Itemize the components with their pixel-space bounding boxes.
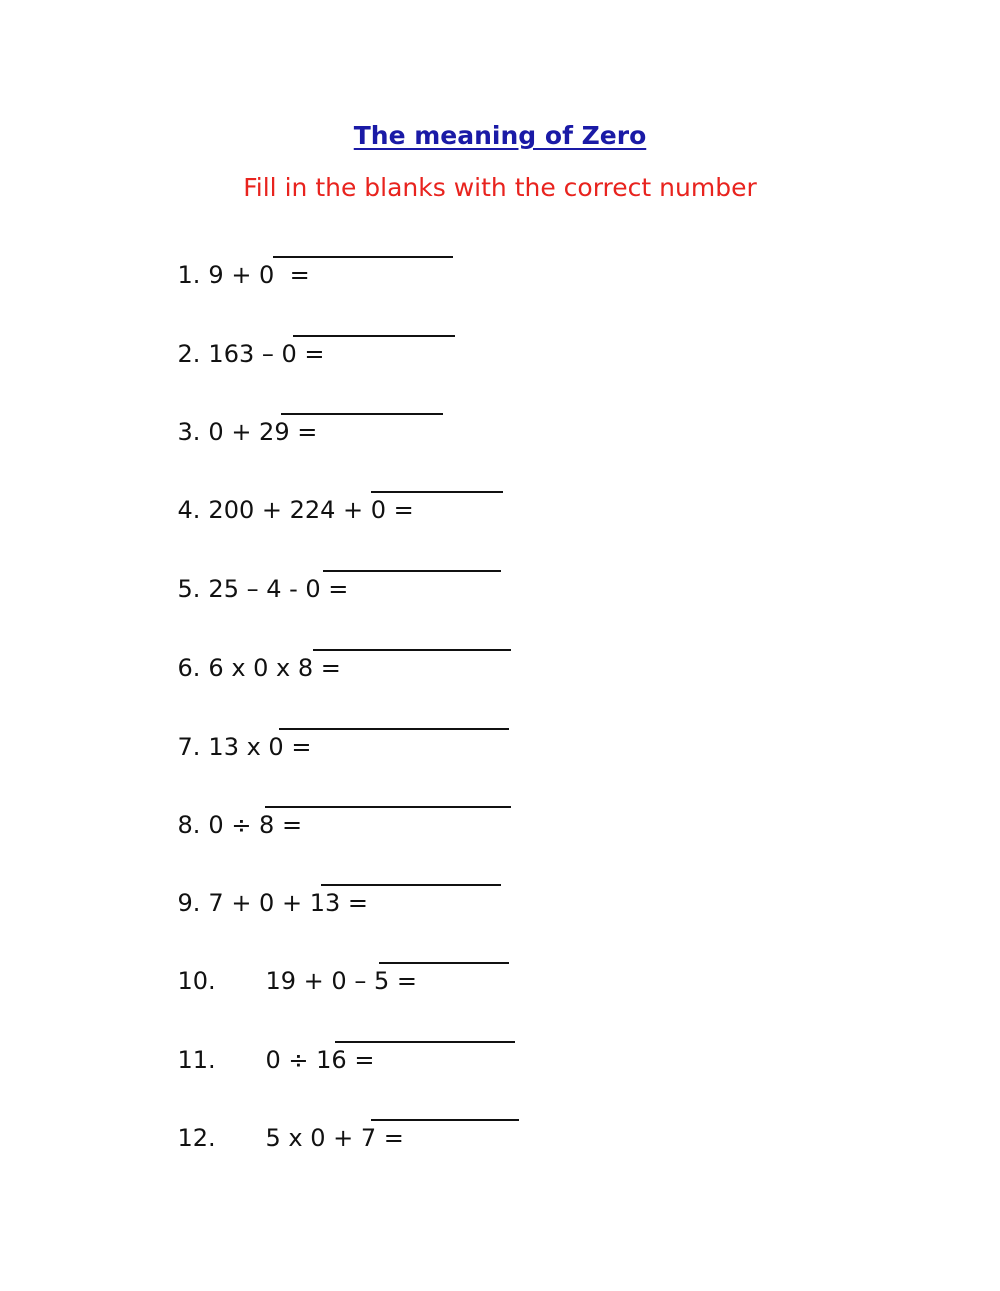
problem-3 [147,381,318,446]
answer-blank[interactable] [313,617,511,651]
answer-blank[interactable] [265,774,511,808]
problem-4 [147,459,414,524]
problem-10 [147,930,417,995]
answer-blank[interactable] [293,303,455,337]
problem-number: 11. [177,1046,216,1074]
answer-blank[interactable] [321,852,501,886]
problem-5 [147,538,349,603]
problem-2 [147,303,325,368]
answer-blank[interactable] [273,224,453,258]
problem-expression: 0 ÷ 8 = [208,811,303,839]
problem-7 [147,696,312,761]
problem-number: 10. [177,967,216,995]
problem-number: 8. [177,811,201,839]
problem-number: 4. [177,496,201,524]
problem-12 [147,1087,404,1152]
problem-expression: 163 – 0 = [208,340,325,368]
problem-expression: 7 + 0 + 13 = [208,889,368,917]
problem-number: 5. [177,575,201,603]
problem-number: 6. [177,654,201,682]
problem-number: 9. [177,889,201,917]
problem-8 [147,774,303,839]
problem-11 [147,1009,375,1074]
problem-9 [147,852,368,917]
problem-number: 2. [177,340,201,368]
answer-blank[interactable] [379,930,509,964]
answer-blank[interactable] [335,1009,515,1043]
answer-blank[interactable] [279,696,509,730]
problem-expression: 5 x 0 + 7 = [265,1124,404,1152]
problem-expression: 6 x 0 x 8 = [208,654,341,682]
answer-blank[interactable] [371,1087,519,1121]
problem-number: 1. [177,261,201,289]
problem-6 [147,617,341,682]
answer-blank[interactable] [281,381,443,415]
problem-expression: 13 x 0 = [208,733,312,761]
problem-expression: 25 – 4 - 0 = [208,575,349,603]
answer-blank[interactable] [371,459,503,493]
problem-expression: 19 + 0 – 5 = [265,967,417,995]
worksheet-title: The meaning of Zero [353,121,647,150]
answer-blank[interactable] [323,538,501,572]
problem-expression: 0 + 29 = [208,418,318,446]
problem-expression: 0 ÷ 16 = [265,1046,375,1074]
problem-number: 3. [177,418,201,446]
problem-expression: 200 + 224 + 0 = [208,496,414,524]
problem-expression: 9 + 0 = [208,261,310,289]
problem-number: 12. [177,1124,216,1152]
problem-number: 7. [177,733,201,761]
problem-1 [147,224,310,289]
worksheet-instruction: Fill in the blanks with the correct number [243,173,757,202]
